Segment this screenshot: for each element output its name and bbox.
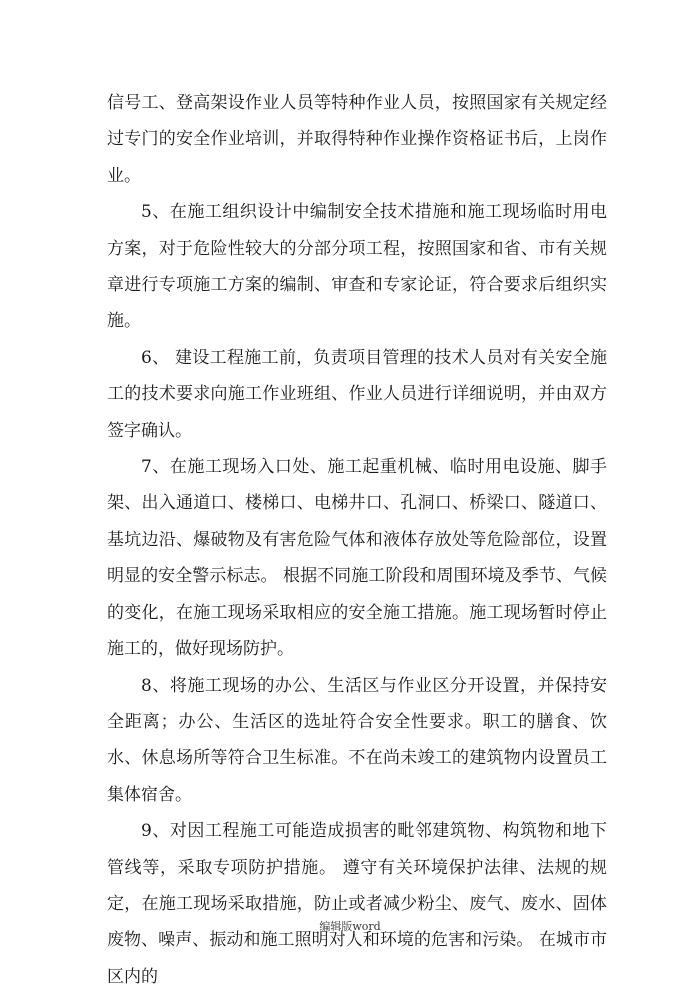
page-footer: 编辑版word — [319, 920, 381, 933]
paragraph-item-6: 6、 建设工程施工前，负责项目管理的技术人员对有关安全施工的技术要求向施工作业班组、作业人员进行详细说明，并由双方签字确认。 — [107, 347, 607, 441]
paragraph-item-9: 9、对因工程施工可能造成损害的毗邻建筑物、构筑物和地下管线等，采取专项防护措施。 遵守有关环境保护法律、法规的规定，在施工现场采取措施，防止或者减少粉尘、废气、废水、固体废物、噪声、振动和施工照明对人和环境的危害和污染。 在城市市区内的 — [107, 821, 607, 987]
paragraph-continued: 信号工、登高架设作业人员等特种作业人员，按照国家有关规定经过专门的安全作业培训，并取得特种作业操作资格证书后，上岗作业。 — [107, 93, 607, 186]
paragraph-item-5: 5、在施工组织设计中编制安全技术措施和施工现场临时用电方案，对于危险性较大的分部分项工程，按照国家和省、市有关规章进行专项施工方案的编制、审查和专家论证，符合要求后组织实施。 — [107, 202, 607, 332]
paragraph-item-8: 8、将施工现场的办公、生活区与作业区分开设置，并保持安全距离；办公、生活区的选址符合安全性要求。职工的膳食、饮水、休息场所等符合卫生标准。不在尚未竣工的建筑物内设置员工集体宿舍。 — [107, 675, 607, 805]
paragraph-item-7: 7、在施工现场入口处、施工起重机械、临时用电设施、脚手架、出入通道口、楼梯口、电梯井口、孔洞口、桥梁口、隧道口、基坑边沿、爆破物及有害危险气体和液体存放处等危险部位，设置明显的安全警示标志。 根据不同施工阶段和周围环境及季节、气候的变化，在施工现场采取相应的安全施工措施。施工现场暂时停止施工的，做好现场防护。 — [107, 457, 607, 660]
document-body — [107, 85, 607, 995]
